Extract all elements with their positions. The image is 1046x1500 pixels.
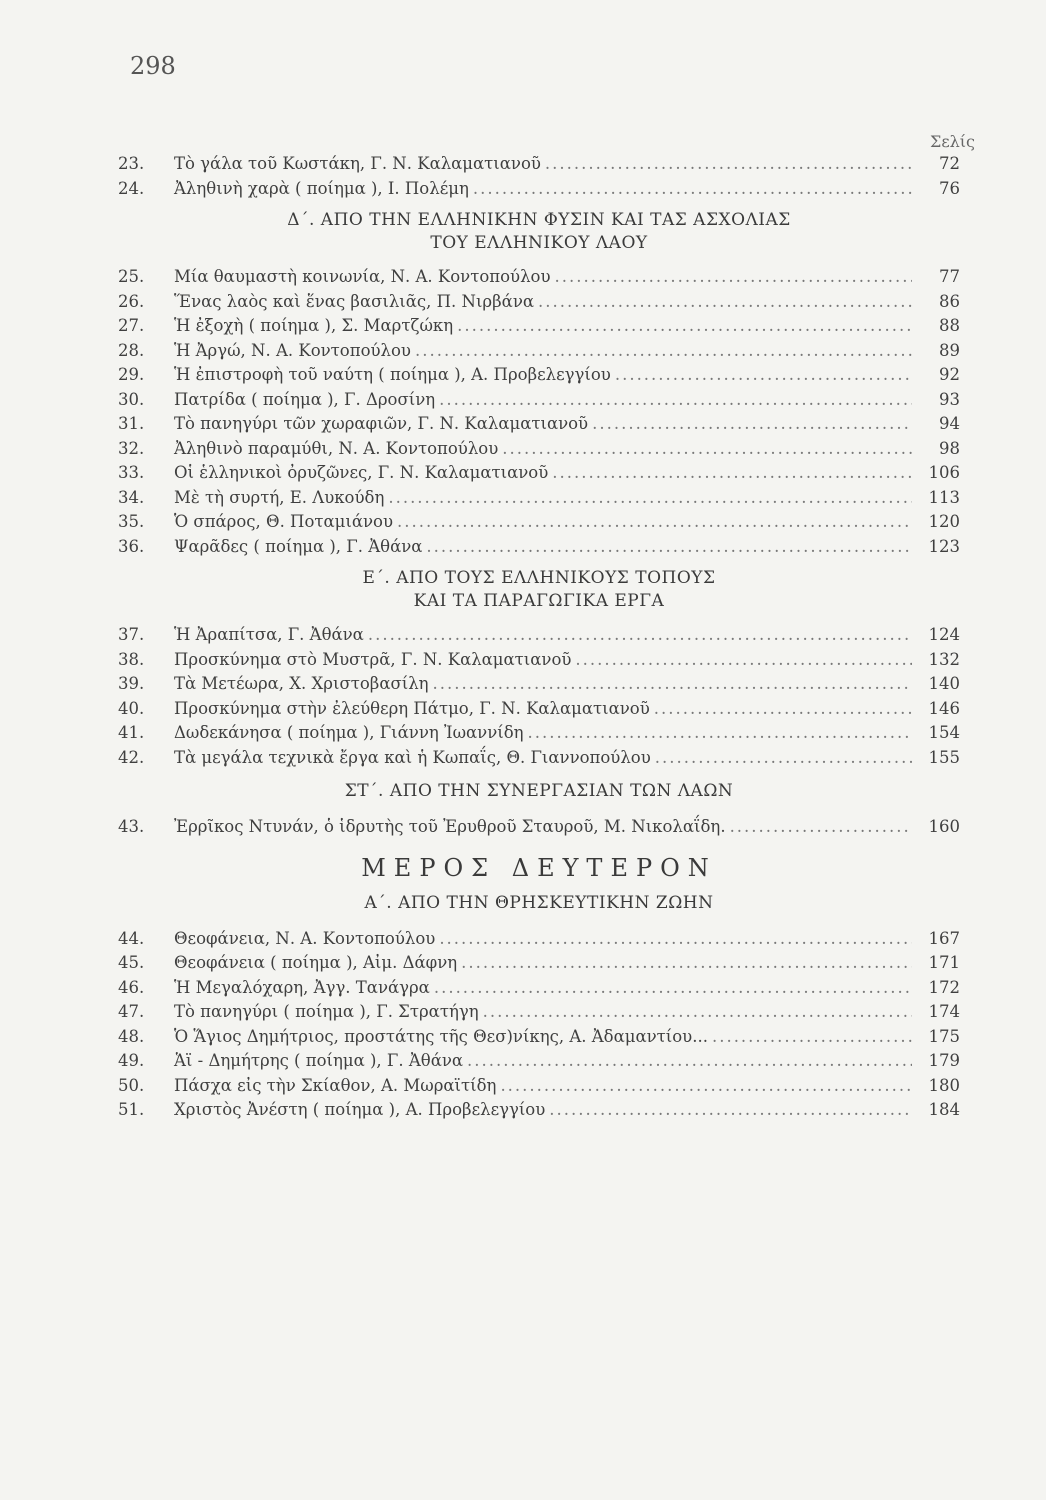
toc-entry-title: Τὸ πανηγύρι ( ποίημα ), Γ. Στρατήγη bbox=[174, 1002, 479, 1021]
toc-entry-page: 106 bbox=[928, 463, 960, 482]
toc-entry bbox=[118, 290, 960, 315]
toc-entry bbox=[118, 152, 960, 177]
toc-entry-page: 175 bbox=[928, 1026, 960, 1046]
dot-leader bbox=[538, 290, 912, 315]
toc-entry-number: 47. bbox=[118, 1002, 145, 1021]
toc-entry-number: 29. bbox=[118, 365, 145, 384]
toc-entry bbox=[118, 672, 960, 697]
dot-leader bbox=[549, 1098, 912, 1123]
toc-entry-title: Ἡ ἐξοχὴ ( ποίημα ), Σ. Μαρτζώκη bbox=[174, 316, 454, 335]
page-column-header: Σελίς bbox=[930, 132, 975, 151]
dot-leader bbox=[552, 461, 912, 486]
toc-entry-number: 43. bbox=[118, 817, 145, 836]
toc-entry-title: Τὰ Μετέωρα, Χ. Χριστοβασίλη bbox=[174, 674, 429, 693]
dot-leader bbox=[712, 1025, 912, 1050]
toc-entry-number: 23. bbox=[118, 154, 145, 173]
toc-entry-page: 92 bbox=[939, 365, 960, 384]
toc-entry bbox=[118, 363, 960, 388]
toc-entry bbox=[118, 721, 960, 746]
dot-leader bbox=[434, 976, 912, 1001]
toc-entry bbox=[118, 177, 960, 202]
dot-leader bbox=[654, 697, 912, 722]
toc-entry-number: 37. bbox=[118, 625, 145, 644]
toc-entry bbox=[118, 1025, 960, 1050]
table-of-contents bbox=[118, 152, 960, 1123]
toc-entry-page: 98 bbox=[939, 438, 960, 458]
toc-entry bbox=[118, 437, 960, 462]
toc-entry bbox=[118, 314, 960, 339]
toc-entry bbox=[118, 486, 960, 511]
toc-entry bbox=[118, 927, 960, 952]
toc-entry-number: 33. bbox=[118, 463, 145, 482]
toc-entry-page: 180 bbox=[928, 1075, 960, 1095]
toc-entry-title: Τὸ γάλα τοῦ Κωστάκη, Γ. Ν. Καλαματιανοῦ bbox=[174, 154, 541, 173]
section-st-heading-line1: ΣΤ΄. ΑΠΟ ΤΗΝ ΣΥΝΕΡΓΑΣΙΑΝ ΤΩΝ ΛΑΩΝ bbox=[344, 781, 734, 801]
toc-entry-page: 124 bbox=[928, 625, 960, 644]
section-a-entries bbox=[118, 927, 960, 1123]
toc-entry bbox=[118, 1049, 960, 1074]
toc-entry-page: 154 bbox=[928, 723, 960, 742]
toc-entry-title: Χριστὸς Ἀνέστη ( ποίημα ), Α. Προβελεγγίου bbox=[174, 1100, 546, 1119]
section-e-heading bbox=[118, 567, 960, 613]
dot-leader bbox=[500, 1074, 912, 1099]
toc-entry-number: 38. bbox=[118, 649, 145, 669]
dot-leader bbox=[439, 388, 912, 413]
toc-entry-page: 93 bbox=[939, 389, 960, 409]
toc-entry bbox=[118, 1098, 960, 1123]
dot-leader bbox=[426, 535, 912, 560]
toc-entry bbox=[118, 535, 960, 560]
toc-entry-title: Οἱ ἑλληνικοὶ ὀρυζῶνες, Γ. Ν. Καλαματιανοῦ bbox=[174, 463, 549, 482]
toc-entry-title: Ἡ Μεγαλόχαρη, Ἀγγ. Τανάγρα bbox=[174, 977, 430, 997]
toc-entry-number: 36. bbox=[118, 536, 145, 556]
toc-entry bbox=[118, 461, 960, 486]
toc-entry-number: 24. bbox=[118, 178, 145, 198]
toc-entry-title: Ἀληθινὸ παραμύθι, Ν. Α. Κοντοπούλου bbox=[174, 438, 499, 458]
toc-entry-title: Θεοφάνεια, Ν. Α. Κοντοπούλου bbox=[174, 928, 436, 948]
dot-leader bbox=[655, 746, 912, 771]
section-d-entries bbox=[118, 265, 960, 559]
section-st-heading bbox=[118, 780, 960, 803]
toc-entry-page: 72 bbox=[939, 154, 960, 173]
toc-entry-number: 35. bbox=[118, 512, 145, 531]
toc-entry-page: 132 bbox=[928, 649, 960, 669]
toc-entry bbox=[118, 510, 960, 535]
toc-entry-page: 89 bbox=[939, 340, 960, 360]
toc-entry bbox=[118, 815, 960, 840]
toc-entry bbox=[118, 339, 960, 364]
section-d-heading-line1: Δ΄. ΑΠΟ ΤΗΝ ΕΛΛΗΝΙΚΗΝ ΦΥΣΙΝ ΚΑΙ ΤΑΣ ΑΣΧΟΛΙΑΣ bbox=[287, 210, 791, 230]
toc-entry bbox=[118, 697, 960, 722]
toc-entry-title: Ἀληθινὴ χαρὰ ( ποίημα ), Ι. Πολέμη bbox=[174, 178, 469, 198]
dot-leader bbox=[502, 437, 912, 462]
toc-entry bbox=[118, 388, 960, 413]
toc-entry-title: Μὲ τὴ συρτή, Ε. Λυκούδη bbox=[174, 487, 385, 507]
toc-entry bbox=[118, 1000, 960, 1025]
dot-leader bbox=[415, 339, 912, 364]
toc-entry-title: Ἕνας λαὸς καὶ ἕνας βασιλιᾶς, Π. Νιρβάνα bbox=[174, 291, 534, 311]
dot-leader bbox=[439, 927, 912, 952]
toc-entry-number: 41. bbox=[118, 723, 145, 742]
toc-entry-page: 146 bbox=[928, 698, 960, 718]
section-a-heading bbox=[118, 892, 960, 915]
toc-entry bbox=[118, 412, 960, 437]
toc-entry bbox=[118, 951, 960, 976]
toc-entry-title: Ἡ Ἀργώ, Ν. Α. Κοντοπούλου bbox=[174, 340, 411, 360]
toc-entry bbox=[118, 623, 960, 648]
toc-entry-page: 174 bbox=[928, 1002, 960, 1021]
section-st-entries bbox=[118, 815, 960, 840]
toc-entry-page: 94 bbox=[939, 414, 960, 433]
dot-leader bbox=[473, 177, 912, 202]
toc-entry-number: 50. bbox=[118, 1075, 145, 1095]
toc-entry-page: 171 bbox=[928, 953, 960, 972]
dot-leader bbox=[483, 1000, 912, 1025]
toc-entry-number: 30. bbox=[118, 389, 145, 409]
toc-entry-number: 44. bbox=[118, 928, 145, 948]
toc-entry-number: 25. bbox=[118, 267, 145, 286]
toc-entry-number: 28. bbox=[118, 340, 145, 360]
dot-leader bbox=[592, 412, 912, 437]
dot-leader bbox=[730, 815, 912, 840]
toc-entry-title: Προσκύνημα στὴν ἐλεύθερη Πάτμο, Γ. Ν. Καλαματιανοῦ bbox=[174, 698, 650, 718]
section-e-heading-line2: ΚΑΙ ΤΑ ΠΑΡΑΓΩΓΙΚΑ ΕΡΓΑ bbox=[413, 591, 665, 611]
toc-entry-title: Ἡ ἐπιστροφὴ τοῦ ναύτη ( ποίημα ), Α. Προβελεγγίου bbox=[174, 365, 611, 384]
toc-entry-title: Ἐρρῖκος Ντυνάν, ὁ ἱδρυτὴς τοῦ Ἐρυθροῦ Σταυροῦ, Μ. Νικολαΐδη. bbox=[174, 817, 726, 836]
section-e-entries bbox=[118, 623, 960, 770]
section-c-tail bbox=[118, 152, 960, 201]
toc-entry-number: 42. bbox=[118, 747, 145, 767]
toc-entry-page: 88 bbox=[939, 316, 960, 335]
section-d-heading-line2: ΤΟΥ ΕΛΛΗΝΙΚΟΥ ΛΑΟΥ bbox=[430, 233, 648, 253]
toc-entry-title: Ἡ Ἀραπίτσα, Γ. Ἀθάνα bbox=[174, 625, 364, 644]
toc-entry-page: 120 bbox=[928, 512, 960, 531]
toc-entry-number: 34. bbox=[118, 487, 145, 507]
toc-entry-page: 123 bbox=[928, 536, 960, 556]
toc-entry-page: 77 bbox=[939, 267, 960, 286]
toc-entry-title: Τὸ πανηγύρι τῶν χωραφιῶν, Γ. Ν. Καλαματιανοῦ bbox=[174, 414, 589, 433]
dot-leader bbox=[457, 314, 912, 339]
toc-entry-title: Ὁ σπάρος, Θ. Ποταμιάνου bbox=[174, 512, 393, 531]
toc-entry-title: Τὰ μεγάλα τεχνικὰ ἔργα καὶ ἡ Κωπαΐς, Θ. Γιαννοπούλου bbox=[174, 747, 651, 767]
toc-entry-number: 49. bbox=[118, 1051, 145, 1070]
toc-entry-page: 160 bbox=[928, 817, 960, 836]
toc-entry-number: 46. bbox=[118, 977, 145, 997]
toc-entry-number: 27. bbox=[118, 316, 145, 335]
section-e-heading-line1: Ε΄. ΑΠΟ ΤΟΥΣ ΕΛΛΗΝΙΚΟΥΣ ΤΟΠΟΥΣ bbox=[362, 568, 716, 588]
section-a-heading-line1: Α΄. ΑΠΟ ΤΗΝ ΘΡΗΣΚΕΥΤΙΚΗΝ ΖΩΗΝ bbox=[364, 892, 714, 913]
toc-entry-number: 48. bbox=[118, 1026, 145, 1046]
toc-entry-title: Ἁϊ - Δημήτρης ( ποίημα ), Γ. Ἀθάνα bbox=[174, 1051, 464, 1070]
toc-entry-number: 45. bbox=[118, 953, 145, 972]
dot-leader bbox=[467, 1049, 912, 1074]
dot-leader bbox=[388, 486, 912, 511]
toc-entry-page: 184 bbox=[928, 1100, 960, 1119]
toc-entry-title: Ὁ Ἅγιος Δημήτριος, προστάτης τῆς Θεσ)νίκης, Α. Ἀδαμαντίου... bbox=[174, 1026, 708, 1046]
dot-leader bbox=[461, 951, 912, 976]
toc-entry-title: Προσκύνημα στὸ Μυστρᾶ, Γ. Ν. Καλαματιανοῦ bbox=[174, 649, 572, 669]
toc-entry-title: Ψαρᾶδες ( ποίημα ), Γ. Ἀθάνα bbox=[174, 536, 423, 556]
dot-leader bbox=[397, 510, 912, 535]
toc-entry-page: 167 bbox=[928, 928, 960, 948]
toc-entry-page: 76 bbox=[939, 178, 960, 198]
toc-entry-number: 51. bbox=[118, 1100, 145, 1119]
toc-entry-page: 86 bbox=[939, 291, 960, 311]
toc-entry bbox=[118, 265, 960, 290]
toc-entry bbox=[118, 976, 960, 1001]
toc-entry-page: 172 bbox=[928, 977, 960, 997]
toc-entry bbox=[118, 746, 960, 771]
toc-entry bbox=[118, 648, 960, 673]
toc-entry-title: Θεοφάνεια ( ποίημα ), Αἰμ. Δάφνη bbox=[174, 953, 458, 972]
dot-leader bbox=[575, 648, 912, 673]
toc-entry-page: 140 bbox=[928, 674, 960, 693]
toc-entry-number: 31. bbox=[118, 414, 145, 433]
section-d-heading bbox=[118, 209, 960, 255]
toc-entry-page: 155 bbox=[928, 747, 960, 767]
page-number: 298 bbox=[130, 52, 176, 80]
dot-leader bbox=[368, 623, 912, 648]
dot-leader bbox=[528, 721, 912, 746]
toc-entry-page: 179 bbox=[928, 1051, 960, 1070]
toc-entry-number: 26. bbox=[118, 291, 145, 311]
toc-entry-title: Δωδεκάνησα ( ποίημα ), Γιάννη Ἰωαννίδη bbox=[174, 723, 524, 742]
dot-leader bbox=[615, 363, 912, 388]
toc-entry-number: 32. bbox=[118, 438, 145, 458]
toc-entry-title: Μία θαυμαστὴ κοινωνία, Ν. Α. Κοντοπούλου bbox=[174, 267, 551, 286]
toc-entry-title: Πατρίδα ( ποίημα ), Γ. Δροσίνη bbox=[174, 389, 436, 409]
dot-leader bbox=[433, 672, 912, 697]
toc-entry-number: 39. bbox=[118, 674, 145, 693]
toc-entry-page: 113 bbox=[928, 487, 960, 507]
dot-leader bbox=[555, 265, 913, 290]
toc-entry-title: Πάσχα εἰς τὴν Σκίαθον, Α. Μωραϊτίδη bbox=[174, 1075, 497, 1095]
toc-entry-number: 40. bbox=[118, 698, 145, 718]
dot-leader bbox=[545, 152, 912, 177]
toc-entry bbox=[118, 1074, 960, 1099]
part-two-title: ΜΕΡΟΣ ΔΕΥΤΕΡΟΝ bbox=[361, 853, 717, 882]
